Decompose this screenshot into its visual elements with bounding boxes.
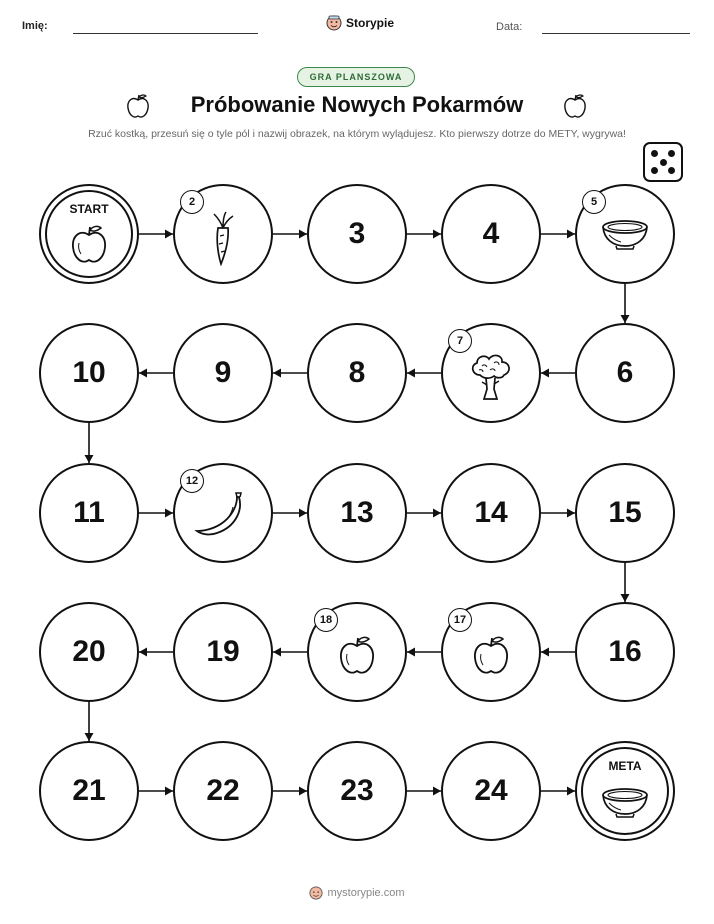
space-number: 23 <box>340 774 374 807</box>
path-arrowhead <box>407 369 415 378</box>
footer-url[interactable]: mystorypie.com <box>327 887 405 899</box>
space-number-badge: 2 <box>180 190 204 214</box>
space-number: 13 <box>340 496 374 529</box>
apple-icon <box>337 634 377 678</box>
brand-name: Storypie <box>346 16 395 30</box>
path-arrowhead <box>299 509 307 518</box>
path-arrowhead <box>567 509 575 518</box>
space-number: 6 <box>616 356 634 389</box>
path-arrowhead <box>541 369 549 378</box>
board-space <box>307 602 407 702</box>
footer <box>0 886 714 900</box>
path-arrowhead <box>621 594 630 602</box>
path-arrowhead <box>165 787 173 796</box>
board-space <box>441 602 541 702</box>
space-number: 3 <box>348 217 366 250</box>
board-space <box>307 463 407 563</box>
space-number-badge: 17 <box>448 608 472 632</box>
board-space <box>441 463 541 563</box>
space-number-badge: 5 <box>582 190 606 214</box>
page-title: Próbowanie Nowych Pokarmów <box>190 92 524 117</box>
space-number: 8 <box>348 356 366 389</box>
finish-label: META <box>608 759 642 773</box>
path-arrowhead <box>433 230 441 239</box>
board-space <box>441 323 541 423</box>
path-arrowhead <box>299 787 307 796</box>
path-arrowhead <box>621 315 630 323</box>
carrot-icon <box>208 210 238 266</box>
space-number: 24 <box>474 774 508 807</box>
space-number-badge: 12 <box>180 469 204 493</box>
path-arrowhead <box>273 648 281 657</box>
board-space <box>39 463 139 563</box>
board-space <box>39 323 139 423</box>
space-number: 22 <box>206 774 240 807</box>
path-arrowhead <box>433 509 441 518</box>
board-space <box>173 602 273 702</box>
space-number-badge: 18 <box>314 608 338 632</box>
finish-space <box>575 741 675 841</box>
name-label: Imię: <box>22 20 48 32</box>
broccoli-icon <box>466 351 516 403</box>
path-arrowhead <box>165 230 173 239</box>
board-space <box>307 741 407 841</box>
path-arrowhead <box>139 369 147 378</box>
bowl-icon <box>599 785 651 819</box>
space-number: 14 <box>474 496 508 529</box>
apple-icon <box>471 634 511 678</box>
space-number: 19 <box>206 635 240 668</box>
path-arrowhead <box>273 369 281 378</box>
space-number: 16 <box>608 635 642 668</box>
path-arrowhead <box>567 787 575 796</box>
space-number: 20 <box>72 635 106 668</box>
path-arrowhead <box>567 230 575 239</box>
space-number: 4 <box>482 217 500 250</box>
path-arrowhead <box>299 230 307 239</box>
board-space <box>173 741 273 841</box>
space-number: 21 <box>72 774 106 807</box>
board-space <box>441 184 541 284</box>
start-space <box>39 184 139 284</box>
banana-icon <box>193 491 253 539</box>
path-arrowhead <box>85 733 94 741</box>
path-arrowhead <box>85 455 94 463</box>
board-space <box>307 184 407 284</box>
board-space <box>575 463 675 563</box>
board-space <box>575 323 675 423</box>
path-arrowhead <box>407 648 415 657</box>
bowl-icon <box>599 217 651 251</box>
board-space <box>575 184 675 284</box>
path-arrowhead <box>139 648 147 657</box>
board-space <box>173 463 273 563</box>
path-arrowhead <box>433 787 441 796</box>
board-space <box>441 741 541 841</box>
board-space <box>173 323 273 423</box>
space-number: 15 <box>608 496 642 529</box>
board-space <box>39 602 139 702</box>
board-space <box>575 602 675 702</box>
board-space <box>173 184 273 284</box>
board-space <box>39 741 139 841</box>
space-number: 10 <box>72 356 106 389</box>
space-number: 11 <box>73 496 105 529</box>
path-arrowhead <box>541 648 549 657</box>
instructions-text: Rzuć kostką, przesuń się o tyle pól i nazwij obrazek, na którym wylądujesz. Kto pierwszy dotrze do METY, wygrywa! <box>88 128 626 140</box>
board-space <box>307 323 407 423</box>
game-type-badge: GRA PLANSZOWA <box>297 67 415 87</box>
storypie-logo-icon <box>309 886 323 900</box>
date-label: Data: <box>496 21 523 33</box>
path-arrowhead <box>165 509 173 518</box>
apple-icon <box>69 223 109 267</box>
space-number: 9 <box>214 356 232 389</box>
space-number-badge: 7 <box>448 329 472 353</box>
start-label: START <box>69 202 109 216</box>
